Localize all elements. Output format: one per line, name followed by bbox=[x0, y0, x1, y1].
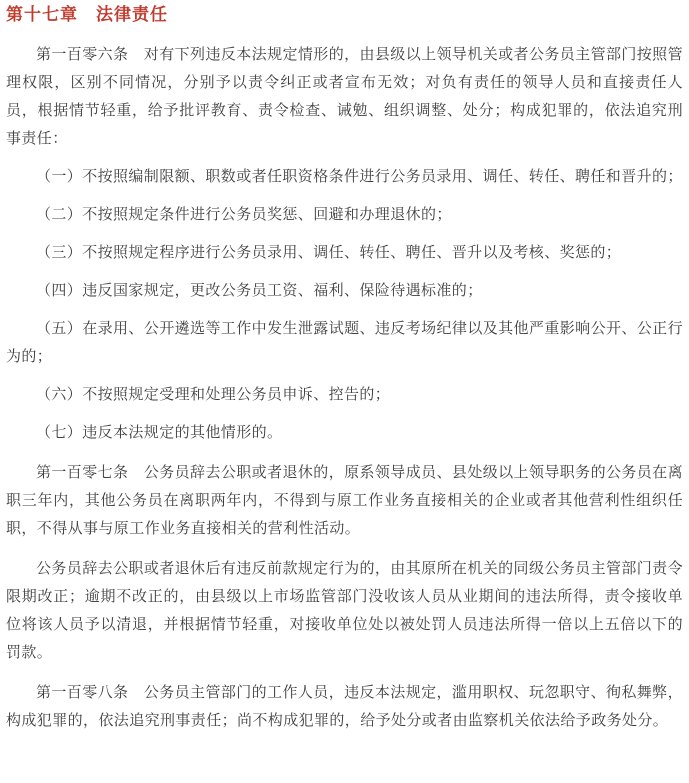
article-106-intro: 第一百零六条 对有下列违反本法规定情形的，由县级以上领导机关或者公务员主管部门按照管理权限，区别不同情况，分别予以责令纠正或者宣布无效；对负有责任的领导人员和直接责任人员，根据情节轻重，给予批评教育、责令检查、诫勉、组织调整、处分；构成犯罪的，依法追究刑事责任： bbox=[6, 45, 683, 147]
article-107-paragraph-1: 第一百零七条 公务员辞去公职或者退休的，原系领导成员、县处级以上领导职务的公务员在离职三年内，其他公务员在离职两年内，不得到与原工作业务直接相关的企业或者其他营利性组织任职，不得从事与原工作业务直接相关的营利性活动。 bbox=[6, 463, 683, 537]
chapter-title: 第十七章 法律责任 bbox=[6, 5, 168, 25]
article-106-item-7: （七）违反本法规定的其他情形的。 bbox=[36, 423, 283, 441]
article-106-item-2: （二）不按照规定条件进行公务员奖惩、回避和办理退休的； bbox=[36, 205, 452, 223]
article-106-item-3: （三）不按照规定程序进行公务员录用、调任、转任、聘任、晋升以及考核、奖惩的； bbox=[36, 243, 622, 261]
article-106-item-5: （五）在录用、公开遴选等工作中发生泄露试题、违反考场纪律以及其他严重影响公开、公正行为的； bbox=[6, 319, 683, 365]
article-106-item-4: （四）违反国家规定，更改公务员工资、福利、保险待遇标准的； bbox=[36, 281, 483, 299]
article-107-paragraph-2: 公务员辞去公职或者退休后有违反前款规定行为的，由其原所在机关的同级公务员主管部门责令限期改正；逾期不改正的，由县级以上市场监管部门没收该人员从业期间的违法所得，责令接收单位将该人员予以清退，并根据情节轻重，对接收单位处以被处罚人员违法所得一倍以上五倍以下的罚款。 bbox=[6, 559, 683, 661]
article-106-item-6: （六）不按照规定受理和处理公务员申诉、控告的； bbox=[36, 385, 391, 403]
article-108-paragraph: 第一百零八条 公务员主管部门的工作人员，违反本法规定，滥用职权、玩忽职守、徇私舞弊，构成犯罪的，依法追究刑事责任；尚不构成犯罪的，给予处分或者由监察机关依法给予政务处分。 bbox=[6, 683, 683, 729]
article-106-item-1: （一）不按照编制限额、职数或者任职资格条件进行公务员录用、调任、转任、聘任和晋升的； bbox=[36, 167, 683, 185]
